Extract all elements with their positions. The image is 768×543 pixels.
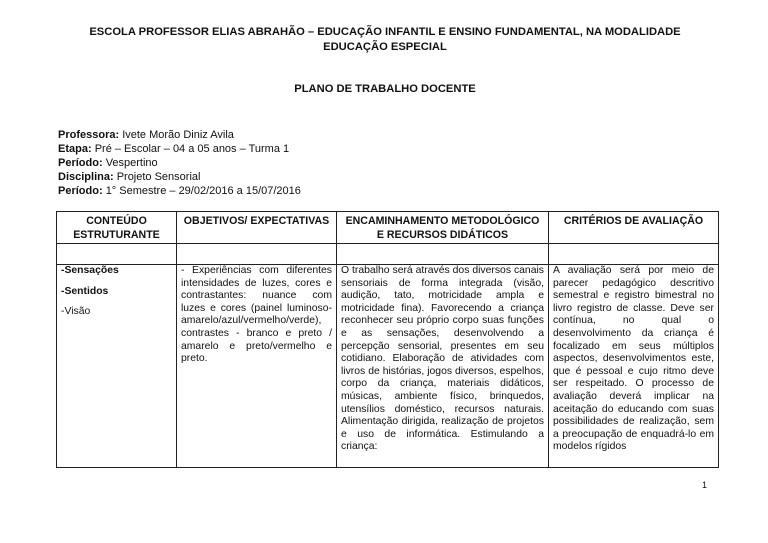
info-semestre bbox=[58, 184, 301, 198]
header-metodologia: ENCAMINHAMENTO METODOLÓGICO E RECURSOS DIDÁTICOS bbox=[337, 212, 549, 244]
avaliacao-cell: A avaliação será por meio de parecer pedagógico descritivo semestral e registro bimestral no livro registro de classe. Deve ser contínua, no qual o desenvolvimento da criança é focalizado em seus múltiplos aspectos, desenvolvimentos este, que é pessoal e cujo ritmo deve ser respeitado. O processo de avaliação deverá implicar na aceitação do educando com suas possibilidades de realização, sem a preocupação de enquadrá-lo em modelos rígidos bbox=[549, 265, 719, 468]
objetivos-cell: - Experiências com diferentes intensidades de luzes, cores e contrastantes: nuance com luzes e cores (painel luminoso-amarelo/azul/vermelho/verde), contrastes - branco e preto / amarelo e preto/vermelho e preto. bbox=[177, 265, 337, 468]
page-number: 1 bbox=[702, 480, 708, 490]
table-row bbox=[57, 265, 719, 468]
header-avaliacao: CRITÉRIOS DE AVALIAÇÃO bbox=[549, 212, 719, 244]
semestre-label: Período: bbox=[58, 185, 103, 197]
professora-label: Professora: bbox=[58, 129, 120, 141]
professora-value: Ivete Morão Diniz Avila bbox=[122, 129, 234, 141]
periodo-value: Vespertino bbox=[105, 157, 158, 169]
info-disciplina bbox=[58, 170, 301, 184]
header-objetivos: OBJETIVOS/ EXPECTATIVAS bbox=[177, 212, 337, 244]
school-title: ESCOLA PROFESSOR ELIAS ABRAHÃO – EDUCAÇÃO INFANTIL E ENSINO FUNDAMENTAL, NA MODALIDADE EDUCAÇÃO ESPECIAL bbox=[89, 26, 681, 53]
conteudo-item: -Visão bbox=[61, 306, 91, 318]
info-periodo bbox=[58, 156, 301, 170]
table-header-row bbox=[57, 212, 719, 244]
plan-table bbox=[56, 211, 719, 468]
info-professora bbox=[58, 128, 301, 142]
etapa-label: Etapa: bbox=[58, 143, 92, 155]
disciplina-value: Projeto Sensorial bbox=[116, 171, 201, 183]
metodologia-cell: O trabalho será através dos diversos canais sensoriais de forma integrada (visão, audição, tato, motricidade ampla e motricidade fina). Favorecendo a criança reconhecer seu próprio corpo suas funções e as sensações, desenvolvendo a percepção sensorial, presentes em seu cotidiano. Elaboração de atividades com livros de histórias, jogos diversos, espelhos, corpo da criança, materiais didáticos, músicas, ambiente físico, brinquedos, utensílios doméstico, recursos naturais. Alimentação dirigida, realização de projetos e uso de informática. Estimulando a criança: bbox=[337, 265, 549, 468]
spacer-row bbox=[57, 244, 719, 265]
header-conteudo: CONTEÚDO ESTRUTURANTE bbox=[57, 212, 177, 244]
semestre-value: 1° Semestre – 29/02/2016 a 15/07/2016 bbox=[105, 185, 301, 197]
conteudo-cell bbox=[57, 265, 177, 468]
conteudo-item: -Sensações bbox=[61, 265, 119, 276]
teacher-info bbox=[58, 128, 301, 198]
disciplina-label: Disciplina: bbox=[58, 171, 114, 183]
plan-title: PLANO DE TRABALHO DOCENTE bbox=[294, 83, 476, 95]
periodo-label: Período: bbox=[58, 157, 103, 169]
info-etapa bbox=[58, 142, 301, 156]
conteudo-item: -Sentidos bbox=[61, 285, 109, 297]
etapa-value: Pré – Escolar – 04 a 05 anos – Turma 1 bbox=[94, 143, 290, 155]
